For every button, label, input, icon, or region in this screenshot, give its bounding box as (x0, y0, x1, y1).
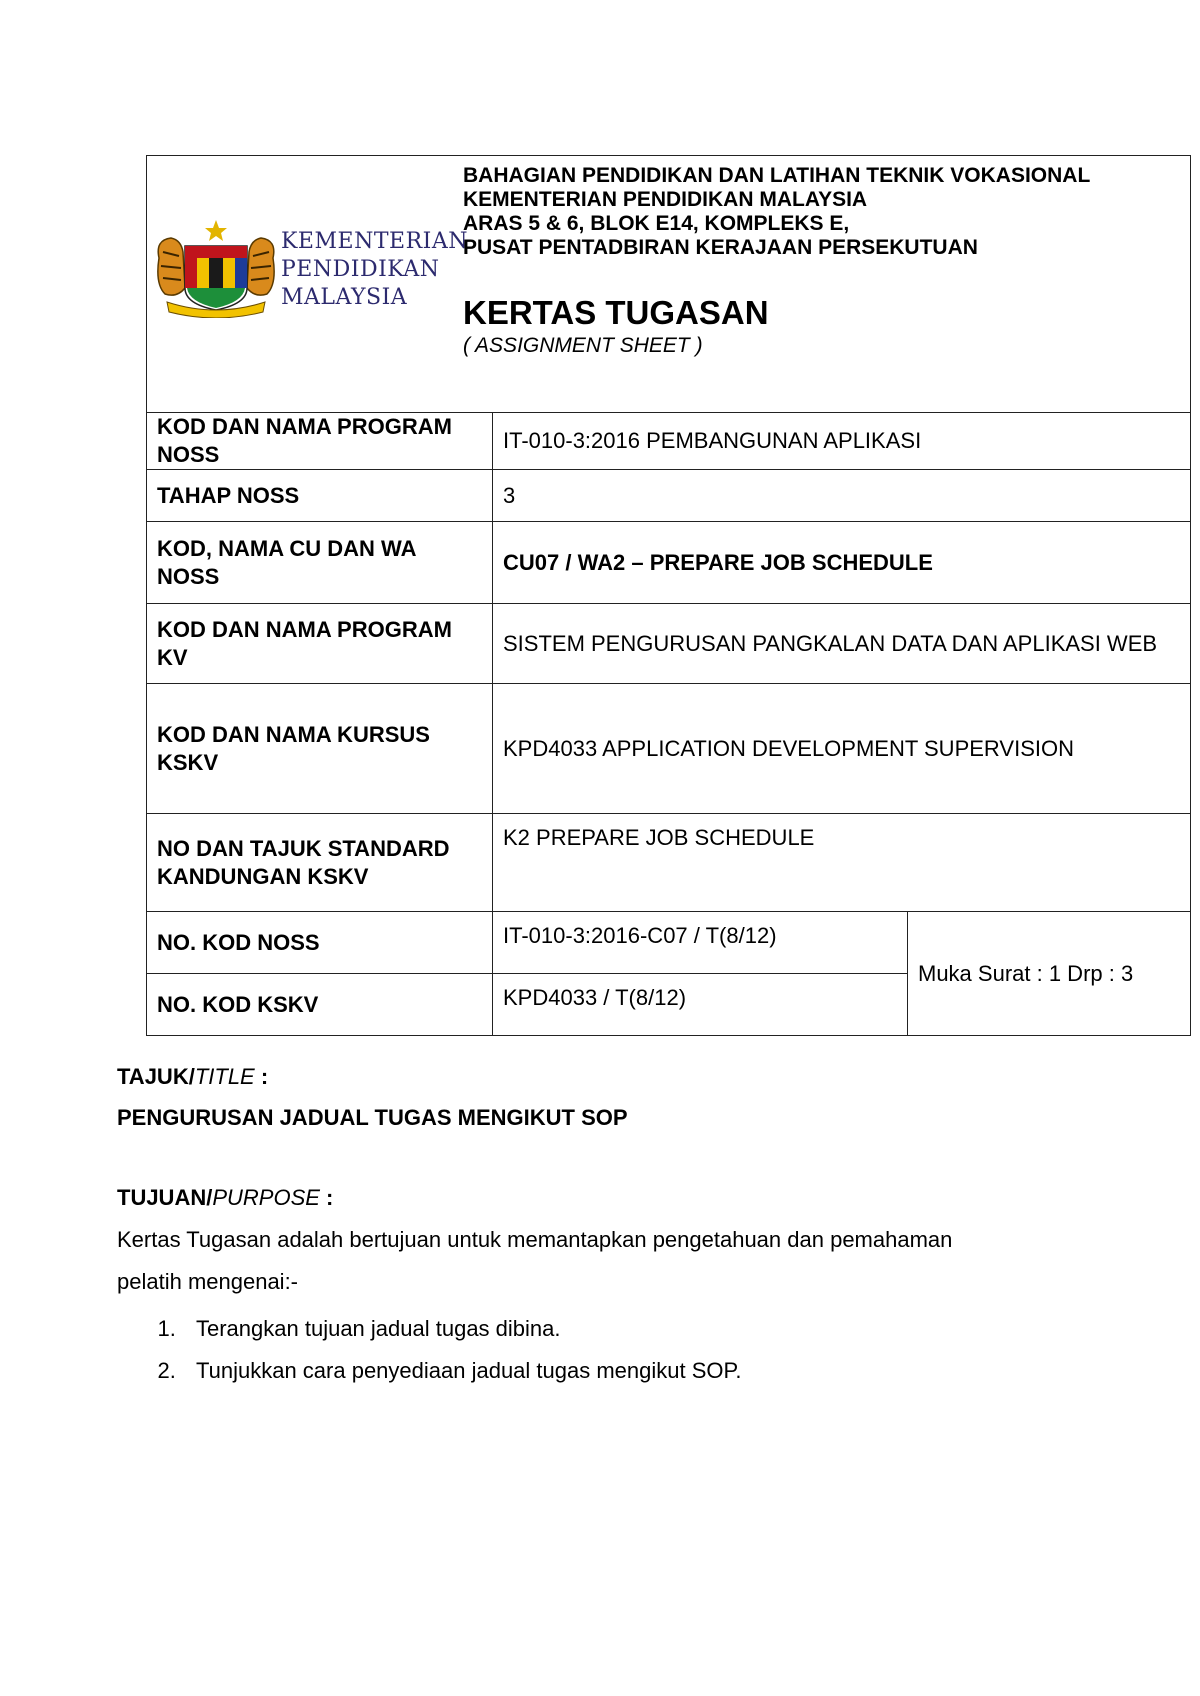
table-row (147, 684, 1191, 814)
row-value: KPD4033 APPLICATION DEVELOPMENT SUPERVISION (493, 684, 1191, 814)
address-line: PUSAT PENTADBIRAN KERAJAAN PERSEKUTUAN (463, 236, 978, 259)
row-value: KPD4033 / T(8/12) (493, 974, 908, 1036)
assignment-title: PENGURUSAN JADUAL TUGAS MENGIKUT SOP (117, 1105, 628, 1130)
assignment-header-table (146, 155, 1191, 1036)
row-value: CU07 / WA2 – PREPARE JOB SCHEDULE (493, 522, 1191, 604)
row-label: KOD DAN NAMA PROGRAM KV (147, 604, 493, 684)
row-value: IT-010-3:2016-C07 / T(8/12) (493, 912, 908, 974)
purpose-heading: TUJUAN/PURPOSE : (117, 1185, 334, 1210)
address-line: KEMENTERIAN PENDIDIKAN MALAYSIA (463, 188, 868, 211)
row-value: 3 (493, 470, 1191, 522)
row-label: KOD DAN NAMA KURSUS KSKV (147, 684, 493, 814)
row-value: K2 PREPARE JOB SCHEDULE (493, 814, 1191, 912)
row-label: KOD, NAMA CU DAN WA NOSS (147, 522, 493, 604)
row-label: NO DAN TAJUK STANDARD KANDUNGAN KSKV (147, 814, 493, 912)
page-info: Muka Surat : 1 Drp : 3 (908, 912, 1191, 1036)
list-item: 1. Terangkan tujuan jadual tugas dibina. (182, 1308, 1082, 1350)
row-label: NO. KOD KSKV (147, 974, 493, 1036)
row-value: SISTEM PENGURUSAN PANGKALAN DATA DAN APLIKASI WEB (493, 604, 1191, 684)
address-line: ARAS 5 & 6, BLOK E14, KOMPLEKS E, (463, 212, 850, 235)
table-row (147, 522, 1191, 604)
table-row (147, 470, 1191, 522)
table-row (147, 604, 1191, 684)
table-row (147, 912, 1191, 974)
ministry-address (463, 164, 1090, 260)
coat-of-arms-icon (151, 218, 281, 318)
row-label: KOD DAN NAMA PROGRAM NOSS (147, 413, 493, 470)
table-row (147, 413, 1191, 470)
row-label: NO. KOD NOSS (147, 912, 493, 974)
purpose-intro: pelatih mengenai:- (117, 1269, 299, 1294)
purpose-list (117, 1308, 1082, 1392)
title-heading: TAJUK/TITLE : (117, 1064, 269, 1089)
address-line: BAHAGIAN PENDIDIKAN DAN LATIHAN TEKNIK VOKASIONAL (463, 164, 1091, 187)
purpose-intro: Kertas Tugasan adalah bertujuan untuk memantapkan pengetahuan dan pemahaman (117, 1227, 953, 1252)
header-cell (147, 156, 1191, 413)
list-item: 2. Tunjukkan cara penyediaan jadual tugas mengikut SOP. (182, 1350, 1082, 1392)
row-value: IT-010-3:2016 PEMBANGUNAN APLIKASI (493, 413, 1191, 470)
document-subtitle: ( ASSIGNMENT SHEET ) (463, 334, 703, 357)
table-row (147, 814, 1191, 912)
row-label: TAHAP NOSS (147, 470, 493, 522)
document-title: KERTAS TUGASAN (463, 294, 769, 331)
ministry-logo-wordmark: KEMENTERIAN PENDIDIKAN MALAYSIA (281, 229, 468, 310)
